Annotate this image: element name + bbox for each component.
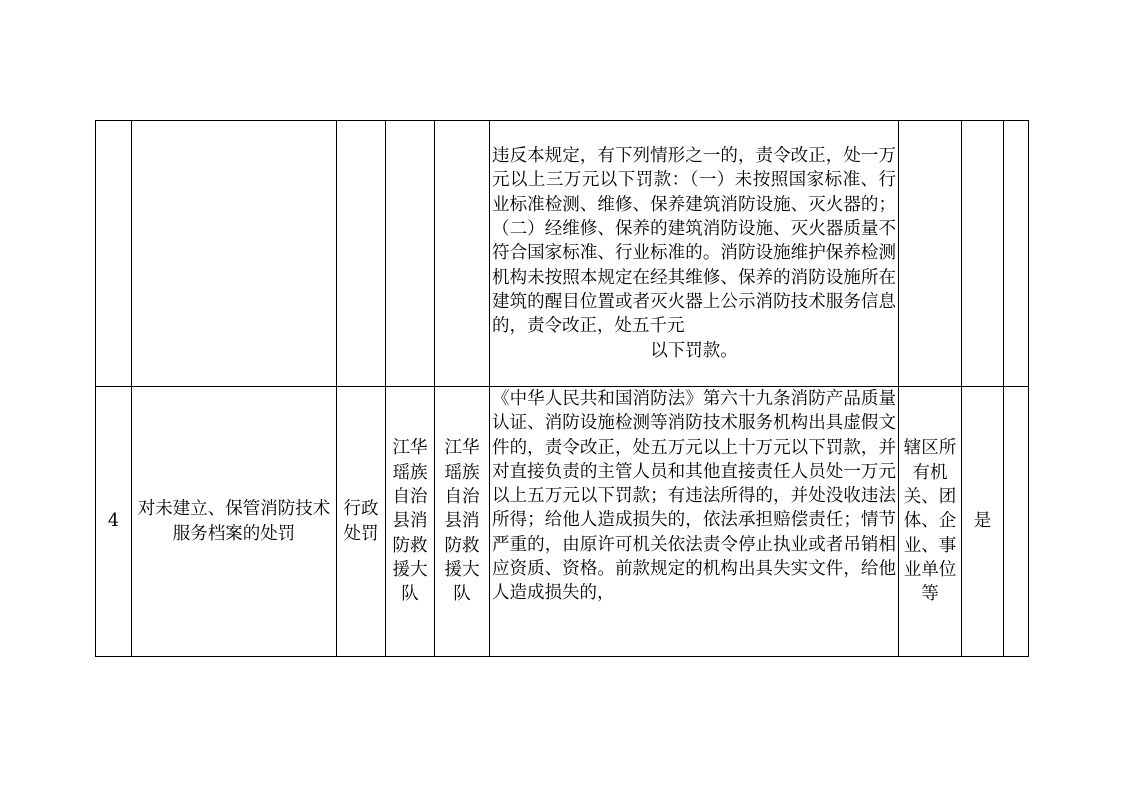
target-cell xyxy=(899,121,962,387)
remark-cell xyxy=(1004,387,1029,657)
implementing-body-cell xyxy=(386,387,435,657)
item-name-cell xyxy=(132,121,337,387)
item-name: 对未建立、保管消防技术服务档案的处罚 xyxy=(137,499,331,544)
target: 辖区所有机关、团体、企业、事业单位等 xyxy=(903,438,957,605)
item-name-cell xyxy=(132,387,337,657)
implementing-body-cell xyxy=(386,121,435,387)
category: 行政处罚 xyxy=(343,499,379,544)
number-cell: 4 xyxy=(96,387,132,657)
basis-text: 违反本规定，有下列情形之一的，责令改正，处一万元以上三万元以下罚款：（一）未按照国家标准、行业标准检测、维修、保养建筑消防设施、灭火器的；（二）经维修、保养的建筑消防设施、灭火器质量不符合国家标准、行业标准的。消防设施维护保养检测机构未按照本规定在经其维修、保养的消防设施所在建筑的醒目位置或者灭火器上公示消防技术服务信息的，责令改正，处五千元 xyxy=(492,146,896,337)
category-cell xyxy=(337,121,386,387)
applicable-cell: 是 xyxy=(962,387,1004,657)
responsible-body: 江华瑶族自治县消防救援大队 xyxy=(444,438,480,605)
table-row-4 xyxy=(96,387,1029,657)
responsible-body-cell xyxy=(435,121,490,387)
number-cell xyxy=(96,121,132,387)
table-row-continued xyxy=(96,121,1029,387)
basis-cell xyxy=(490,387,899,657)
applicable-cell xyxy=(962,121,1004,387)
basis-text: 《中华人民共和国消防法》第六十九条消防产品质量认证、消防设施检测等消防技术服务机构出具虚假文件的，责令改正，处五万元以上十万元以下罚款，并对直接负责的主管人员和其他直接责任人员处一万元以上五万元以下罚款；有违法所得的，并处没收违法所得；给他人造成损失的，依法承担赔偿责任；情节严重的，由原许可机关依法责令停止执业或者吊销相应资质、资格。前款规定的机构出具失实文件，给他人造成损失的， xyxy=(492,389,896,604)
responsible-body-cell xyxy=(435,387,490,657)
category-cell xyxy=(337,387,386,657)
implementing-body: 江华瑶族自治县消防救援大队 xyxy=(392,438,428,605)
basis-cell xyxy=(490,121,899,387)
basis-text-tail: 以下罚款。 xyxy=(650,340,738,361)
remark-cell xyxy=(1004,121,1029,387)
target-cell xyxy=(899,387,962,657)
enforcement-items-table xyxy=(95,120,1029,657)
